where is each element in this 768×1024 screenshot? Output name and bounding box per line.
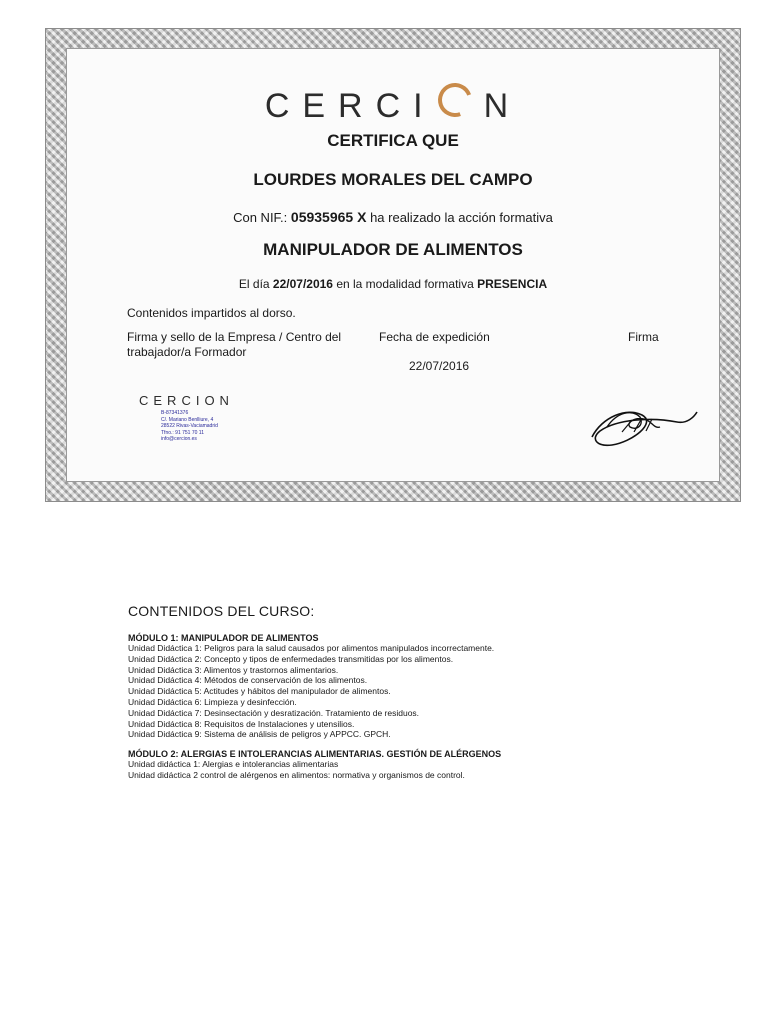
fecha-expedicion-label: Fecha de expedición bbox=[379, 330, 490, 344]
nif-line bbox=[67, 209, 719, 225]
stamp-line: C/. Mariano Benlliure, 4 bbox=[161, 416, 214, 423]
stamp-line: 28522 Rivas-Vaciamadrid bbox=[161, 423, 218, 429]
date-middle: en la modalidad formativa bbox=[336, 277, 474, 291]
stamp-line: info@cercion.es bbox=[161, 436, 197, 442]
recipient-name: LOURDES MORALES DEL CAMPO bbox=[253, 170, 533, 189]
course-contents bbox=[128, 603, 728, 781]
list-item: Unidad Didáctica 2: Concepto y tipos de enfermedades transmitidas por los alimentos. bbox=[128, 653, 454, 664]
list-item: Unidad Didáctica 4: Métodos de conservación de los alimentos. bbox=[128, 675, 368, 686]
list-item: Unidad didáctica 2 control de alérgenos en alimentos: normativa y organismos de control. bbox=[128, 769, 465, 780]
certifica-heading: CERTIFICA QUE bbox=[327, 131, 459, 150]
list-item: Unidad Didáctica 6: Limpieza y desinfección. bbox=[128, 696, 297, 707]
list-item: Unidad Didáctica 7: Desinsectación y desratización. Tratamiento de residuos. bbox=[128, 707, 420, 718]
certificate-border bbox=[45, 28, 741, 502]
certificate bbox=[66, 48, 720, 482]
nif-value: 05935965 X bbox=[290, 209, 367, 225]
nif-suffix: ha realizado la acción formativa bbox=[370, 210, 553, 225]
fecha-expedicion-value: 22/07/2016 bbox=[409, 359, 470, 373]
module-1-title: MÓDULO 1: MANIPULADOR DE ALIMENTOS bbox=[128, 633, 319, 643]
list-item: Unidad Didáctica 1: Peligros para la salud causados por alimentos manipulados incorrectamente. bbox=[128, 643, 495, 653]
contents-heading: CONTENIDOS DEL CURSO: bbox=[128, 603, 315, 619]
stamp-line: B-87341376 bbox=[161, 410, 189, 416]
date-line bbox=[67, 277, 719, 291]
logo-o-icon bbox=[432, 77, 477, 122]
cercion-logo: CERCI N bbox=[67, 83, 719, 126]
firma-sello-label: Firma y sello de la Empresa / Centro del trabajador/a Formador bbox=[127, 330, 342, 359]
date-prefix: El día bbox=[238, 277, 270, 291]
signature-icon bbox=[582, 387, 702, 457]
course-title: MANIPULADOR DE ALIMENTOS bbox=[263, 240, 523, 259]
contenidos-note: Contenidos impartidos al dorso. bbox=[127, 306, 296, 320]
company-stamp bbox=[139, 393, 269, 443]
list-item: Unidad Didáctica 9: Sistema de análisis de peligros y APPCC. GPCH. bbox=[128, 729, 391, 740]
stamp-logo: CERCION bbox=[139, 393, 234, 408]
module-2-title: MÓDULO 2: ALERGIAS E INTOLERANCIAS ALIMENTARIAS. GESTIÓN DE ALÉRGENOS bbox=[128, 749, 502, 760]
course-date: 22/07/2016 bbox=[272, 277, 333, 291]
list-item: Unidad didáctica 1: Alergias e intolerancias alimentarias bbox=[128, 759, 339, 770]
modality: PRESENCIA bbox=[477, 277, 548, 291]
stamp-line: Tfno.: 91 751 70 11 bbox=[161, 429, 204, 436]
firma-label: Firma bbox=[628, 330, 659, 344]
list-item: Unidad Didáctica 8: Requisitos de Instalaciones y utensilios. bbox=[128, 718, 355, 729]
list-item: Unidad Didáctica 3: Alimentos y trastornos alimentarios. bbox=[128, 664, 339, 675]
list-item: Unidad Didáctica 5: Actitudes y hábitos del manipulador de alimentos. bbox=[128, 686, 391, 697]
nif-prefix: Con NIF.: bbox=[233, 210, 288, 225]
